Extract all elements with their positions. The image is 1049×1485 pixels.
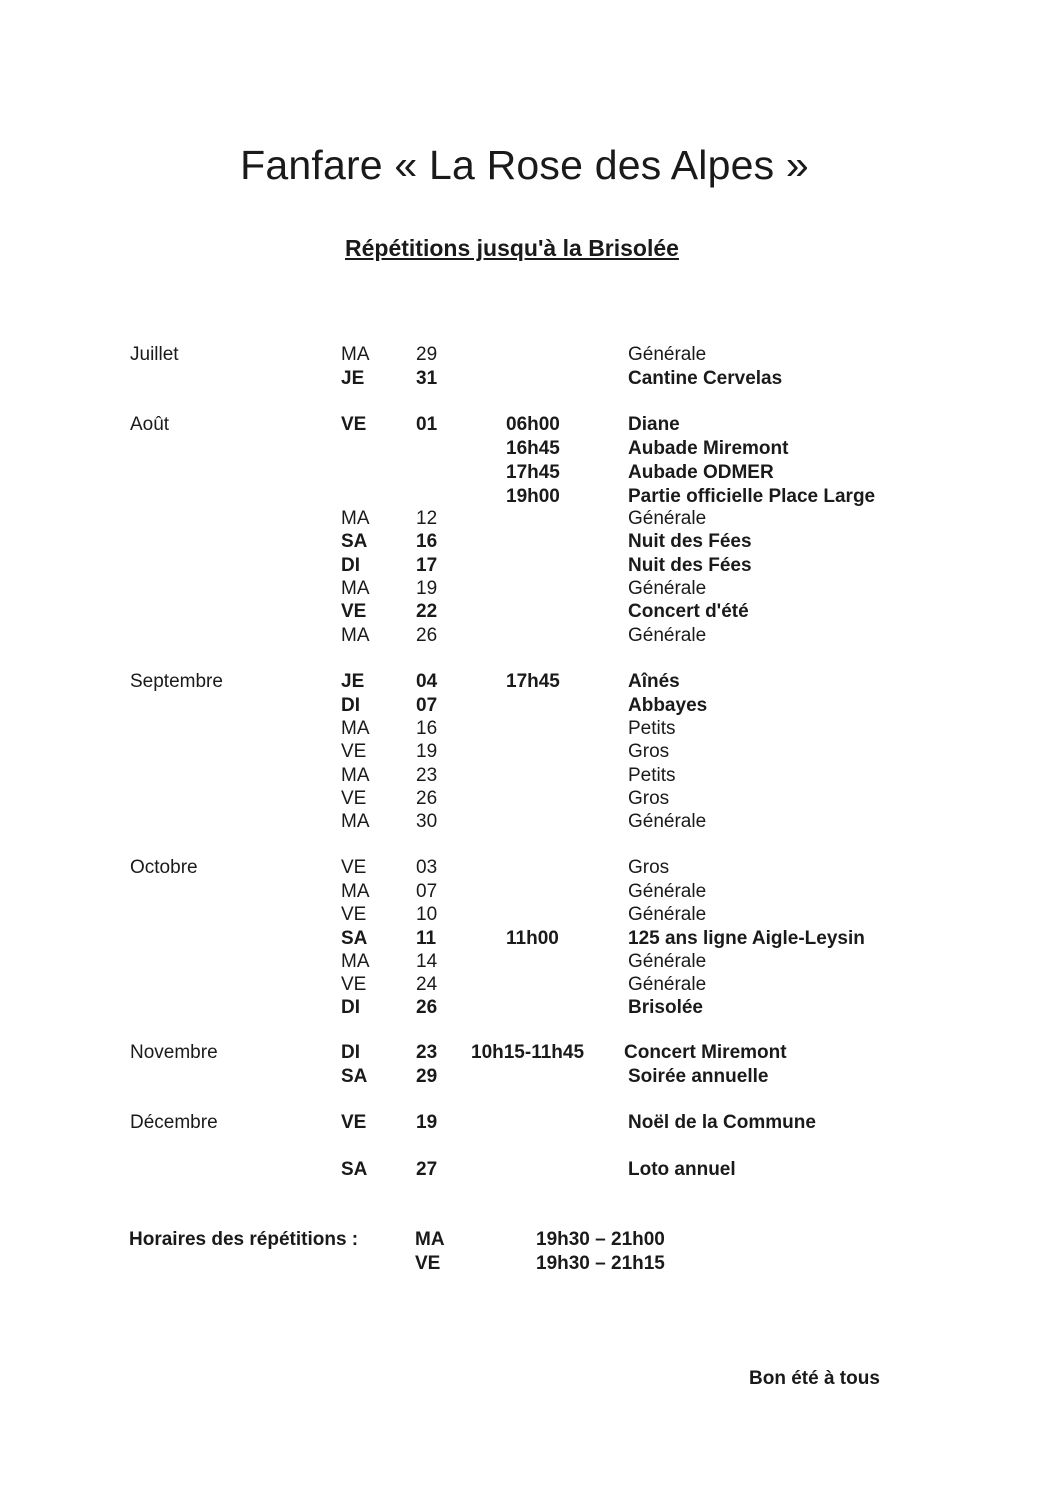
schedule-row: [0, 600, 1049, 623]
schedule-event: Nuit des Fées: [628, 555, 752, 576]
schedule-event: Gros: [628, 788, 670, 809]
schedule-date: 24: [416, 974, 438, 995]
schedule-event: 125 ans ligne Aigle-Leysin: [628, 928, 865, 949]
schedule-day: DI: [341, 1042, 360, 1063]
schedule-day: SA: [341, 1159, 368, 1180]
schedule-day: VE: [341, 904, 367, 925]
schedule-date: 16: [416, 718, 438, 739]
schedule-date: 19: [416, 741, 438, 762]
schedule-event: Générale: [628, 344, 707, 365]
schedule-time: 17h45: [506, 671, 560, 692]
schedule-day: MA: [341, 625, 370, 646]
schedule-row: [0, 764, 1049, 787]
schedule-day: MA: [341, 508, 370, 529]
schedule-date: 29: [416, 1066, 438, 1087]
schedule-day: MA: [341, 578, 370, 599]
schedule-event: Aînés: [628, 671, 680, 692]
schedule-row: [0, 507, 1049, 530]
schedule-day: VE: [341, 974, 367, 995]
schedule-month: Novembre: [130, 1042, 218, 1063]
schedule-row: [0, 927, 1049, 950]
schedule-row: [0, 485, 1049, 508]
schedule-time: 10h15-11h45: [471, 1042, 585, 1063]
schedule-month: Août: [130, 414, 170, 435]
schedule-event: Abbayes: [628, 695, 708, 716]
schedule-row: [0, 717, 1049, 740]
schedule-day: MA: [341, 811, 370, 832]
rehearsal-hours-label: Horaires des répétitions :: [129, 1229, 359, 1250]
closing-note: Bon été à tous: [749, 1368, 880, 1389]
schedule-row: [0, 787, 1049, 810]
schedule-event: Générale: [628, 881, 707, 902]
schedule-row: [0, 461, 1049, 484]
schedule-event: Générale: [628, 578, 707, 599]
schedule-row: [0, 1041, 1049, 1064]
schedule-row: [0, 343, 1049, 366]
rehearsal-time: 19h30 – 21h15: [536, 1253, 665, 1274]
schedule-row: [0, 670, 1049, 693]
schedule-event: Générale: [628, 811, 707, 832]
schedule-date: 26: [416, 625, 438, 646]
schedule-day: SA: [341, 1066, 368, 1087]
schedule-row: [0, 973, 1049, 996]
schedule-date: 29: [416, 344, 438, 365]
schedule-row: [0, 624, 1049, 647]
schedule-day: DI: [341, 555, 360, 576]
schedule-event: Gros: [628, 741, 670, 762]
rehearsal-day: VE: [415, 1253, 441, 1274]
page-title: Fanfare « La Rose des Alpes »: [240, 142, 809, 188]
schedule-event: Noël de la Commune: [628, 1112, 816, 1133]
schedule-row: [0, 437, 1049, 460]
schedule-event: Générale: [628, 904, 707, 925]
rehearsal-time: 19h30 – 21h00: [536, 1229, 665, 1250]
schedule-row: [0, 1158, 1049, 1181]
schedule-time: 11h00: [506, 928, 559, 949]
schedule-row: [0, 950, 1049, 973]
schedule-date: 14: [416, 951, 438, 972]
schedule-date: 07: [416, 695, 438, 716]
schedule-month: Septembre: [130, 671, 223, 692]
schedule-day: JE: [341, 671, 365, 692]
schedule-row: [0, 367, 1049, 390]
schedule-row: [0, 413, 1049, 436]
schedule-date: 22: [416, 601, 438, 622]
schedule-day: DI: [341, 997, 360, 1018]
schedule-event: Gros: [628, 857, 670, 878]
schedule-day: MA: [341, 718, 370, 739]
schedule-event: Nuit des Fées: [628, 531, 752, 552]
schedule-row: [0, 903, 1049, 926]
schedule-event: Aubade ODMER: [628, 462, 774, 483]
schedule-date: 19: [416, 1112, 438, 1133]
schedule-row: [0, 694, 1049, 717]
schedule-date: 11: [416, 928, 437, 949]
schedule-row: [0, 554, 1049, 577]
schedule-date: 17: [416, 555, 438, 576]
schedule-month: Décembre: [130, 1112, 218, 1133]
schedule-date: 12: [416, 508, 438, 529]
schedule-event: Concert d'été: [628, 601, 749, 622]
schedule-day: VE: [341, 741, 367, 762]
schedule-day: VE: [341, 601, 367, 622]
schedule-event: Générale: [628, 625, 707, 646]
schedule-event: Partie officielle Place Large: [628, 486, 876, 507]
schedule-date: 19: [416, 578, 438, 599]
schedule-day: JE: [341, 368, 365, 389]
schedule-row: [0, 577, 1049, 600]
schedule-time: 19h00: [506, 486, 560, 507]
rehearsal-hours-row: [0, 1252, 1049, 1275]
schedule-time: 17h45: [506, 462, 560, 483]
schedule-row: [0, 530, 1049, 553]
schedule-event: Cantine Cervelas: [628, 368, 783, 389]
schedule-date: 23: [416, 1042, 438, 1063]
schedule-row: [0, 996, 1049, 1019]
schedule-date: 23: [416, 765, 438, 786]
schedule-day: MA: [341, 765, 370, 786]
schedule-event: Générale: [628, 974, 707, 995]
schedule-row: [0, 856, 1049, 879]
rehearsal-hours-row: [0, 1228, 1049, 1251]
schedule-month: Juillet: [130, 344, 179, 365]
schedule-event: Générale: [628, 951, 707, 972]
schedule-day: MA: [341, 951, 370, 972]
schedule-day: VE: [341, 857, 367, 878]
schedule-event: Petits: [628, 765, 676, 786]
schedule-day: VE: [341, 1112, 367, 1133]
schedule-date: 30: [416, 811, 438, 832]
schedule-event: Petits: [628, 718, 676, 739]
schedule-event: Aubade Miremont: [628, 438, 789, 459]
schedule-time: 06h00: [506, 414, 560, 435]
schedule-day: MA: [341, 344, 370, 365]
schedule-event: Générale: [628, 508, 707, 529]
schedule-month: Octobre: [130, 857, 198, 878]
schedule-row: [0, 810, 1049, 833]
schedule-date: 04: [416, 671, 438, 692]
schedule-date: 01: [416, 414, 438, 435]
schedule-event: Brisolée: [628, 997, 703, 1018]
schedule-time: 16h45: [506, 438, 560, 459]
schedule-event: Concert Miremont: [624, 1042, 787, 1063]
schedule-row: [0, 740, 1049, 763]
rehearsal-day: MA: [415, 1229, 445, 1250]
schedule-day: SA: [341, 531, 368, 552]
schedule-date: 16: [416, 531, 438, 552]
schedule-date: 07: [416, 881, 438, 902]
schedule-day: VE: [341, 788, 367, 809]
schedule-row: [0, 1111, 1049, 1134]
schedule-day: SA: [341, 928, 368, 949]
schedule-day: MA: [341, 881, 370, 902]
schedule-date: 27: [416, 1159, 438, 1180]
schedule-row: [0, 1065, 1049, 1088]
schedule-day: DI: [341, 695, 360, 716]
schedule-date: 03: [416, 857, 438, 878]
schedule-date: 31: [416, 368, 438, 389]
schedule-event: Diane: [628, 414, 680, 435]
schedule-event: Soirée annuelle: [628, 1066, 769, 1087]
schedule-row: [0, 880, 1049, 903]
schedule-day: VE: [341, 414, 367, 435]
schedule-event: Loto annuel: [628, 1159, 736, 1180]
schedule-date: 26: [416, 997, 438, 1018]
schedule-date: 26: [416, 788, 438, 809]
schedule-date: 10: [416, 904, 438, 925]
page-subtitle: Répétitions jusqu'à la Brisolée: [345, 235, 679, 261]
